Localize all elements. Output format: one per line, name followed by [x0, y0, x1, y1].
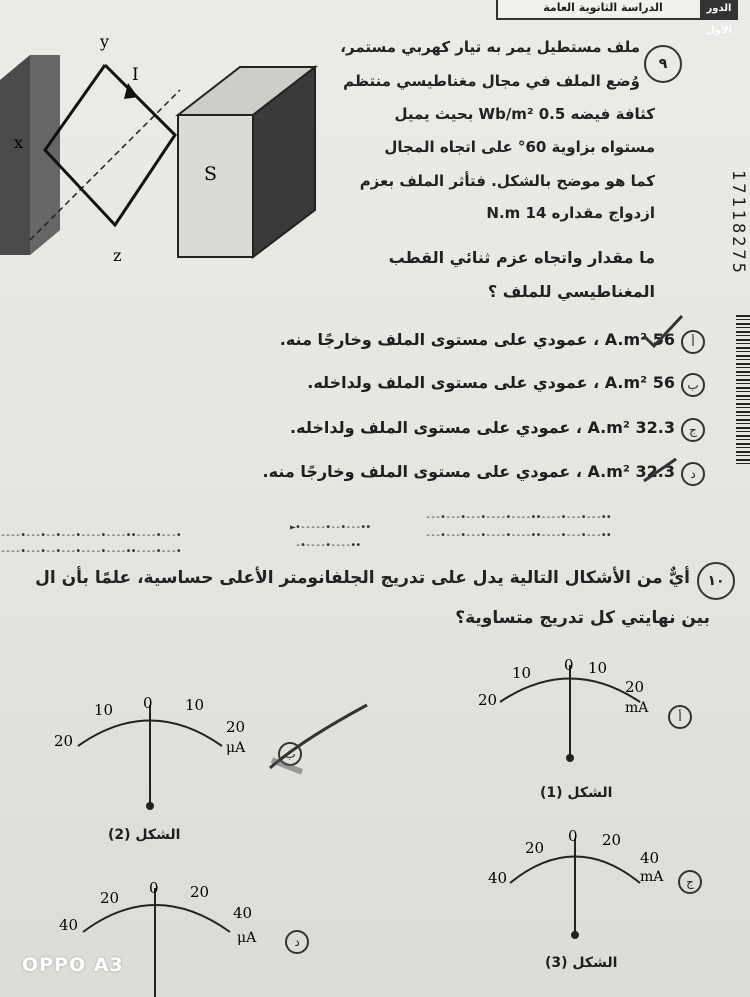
unit-label: mA [625, 700, 649, 716]
question-10-number: ١٠ [697, 562, 735, 600]
figure-3-caption: الشكل (3) [545, 955, 618, 971]
tick-label: 40 [640, 849, 660, 867]
q9-prompt-1: ما مقدار واتجاه عزم ثنائي القطب [388, 248, 655, 267]
tick-label: 20 [226, 718, 246, 736]
tick-label: 20 [478, 691, 498, 709]
tick-label: 20 [525, 839, 545, 857]
tick-label: 20 [100, 889, 120, 907]
separator: ►•-----•--•---•• [290, 522, 371, 533]
tick-label: 10 [185, 696, 205, 714]
tick-label: 20 [625, 678, 645, 696]
q9-line-2: وُضع الملف في مجال مغناطيسي منتظم [343, 72, 640, 90]
galvanometer-figure-3 [480, 825, 670, 945]
tick-label: 10 [512, 664, 532, 682]
tick-label: 0 [143, 694, 153, 712]
tick-label: 0 [568, 827, 578, 845]
tick-label: 0 [564, 656, 574, 674]
tick-label: 10 [94, 701, 114, 719]
option-a-mark[interactable]: أ [681, 330, 705, 354]
separator: -•----•----•• [295, 540, 361, 551]
question-9-number: ٩ [644, 45, 682, 83]
q9-line-6: ازدواج مقداره 14 N.m [486, 204, 655, 222]
q9-prompt-2: المغناطيسي للملف ؟ [487, 282, 655, 301]
header-title: الدراسة الثانوية العامة [543, 0, 663, 14]
label-y: y [100, 32, 110, 51]
tick-label: 0 [149, 879, 159, 897]
separator: ---•---•---•----•----••----•---•---•• [425, 512, 611, 523]
option-c-mark[interactable]: ج [681, 418, 705, 442]
tick-label: 10 [588, 659, 608, 677]
tick-label: 20 [190, 883, 210, 901]
tick-label: 40 [488, 869, 508, 887]
label-x: x [14, 133, 24, 152]
label-pole-s: S [204, 163, 218, 185]
separator: ----•---•--•---•----•----••----•---• [0, 546, 181, 557]
q9-line-3: كثافة فيضه 0.5 Wb/m² بحيث يميل [394, 105, 655, 123]
camera-watermark: OPPO A3 [22, 954, 124, 976]
galvanometer-figure-2 [50, 690, 260, 820]
checkmark-icon [640, 312, 685, 352]
unit-label: mA [640, 869, 664, 885]
strike-mark-icon [640, 455, 680, 485]
tick-label: 40 [59, 916, 79, 934]
tick-label: 20 [602, 831, 622, 849]
label-current: I [132, 65, 139, 85]
pen-scribble-icon [262, 700, 372, 780]
option-b[interactable]: 56 A.m² ، عمودي على مستوى الملف ولداخله. [307, 373, 675, 392]
figure-1-caption: الشكل (1) [540, 785, 613, 801]
separator: ----•---•--•---•----•----••----•---• [0, 530, 181, 541]
q10-line-1: أيٌّ من الأشكال التالية يدل على تدريج الجلفانومتر الأعلى حساسية، علمًا بأن ال [35, 568, 690, 588]
side-code: 17118275 [728, 170, 748, 276]
option-d[interactable]: 32.3 A.m² ، عمودي على مستوى الملف وخارجًا منه. [262, 462, 675, 481]
q10-line-2: بين نهايتي كل تدريج متساوية؟ [455, 608, 710, 628]
option-b-mark[interactable]: ب [681, 373, 705, 397]
coil-loop [45, 65, 175, 225]
figure-2-caption: الشكل (2) [108, 827, 181, 843]
unit-label: μA [237, 930, 257, 946]
tick-label: 40 [233, 904, 253, 922]
barcode [736, 315, 750, 465]
figure-1-option-mark[interactable]: أ [668, 705, 692, 729]
q9-line-5: كما هو موضح بالشكل. فتأثر الملف بعزم [359, 172, 655, 190]
figure-3-option-mark[interactable]: ج [678, 870, 702, 894]
round-tag: الدور الأول [700, 0, 738, 20]
label-z: z [113, 246, 122, 265]
coil-in-magnet-figure [0, 25, 340, 275]
option-d-mark[interactable]: د [681, 462, 705, 486]
option-c[interactable]: 32.3 A.m² ، عمودي على مستوى الملف ولداخله. [290, 418, 675, 437]
q9-line-1: ملف مستطيل يمر به تيار كهربي مستمر، [340, 38, 640, 56]
galvanometer-figure-1 [470, 650, 650, 780]
right-magnet-front [178, 115, 253, 257]
galvanometer-figure-4 [55, 870, 275, 997]
exam-header [496, 0, 710, 20]
figure-2-option-mark[interactable]: ب [278, 742, 302, 766]
q9-line-4: مستواه بزاوية 60° على اتجاه المجال [384, 138, 655, 156]
tick-label: 20 [54, 732, 74, 750]
separator: ---•---•---•----•----••----•---•---•• [425, 530, 611, 541]
figure-4-option-mark[interactable]: د [285, 930, 309, 954]
unit-label: μA [226, 740, 246, 756]
option-a[interactable]: 56 A.m² ، عمودي على مستوى الملف وخارجًا منه. [279, 330, 675, 349]
